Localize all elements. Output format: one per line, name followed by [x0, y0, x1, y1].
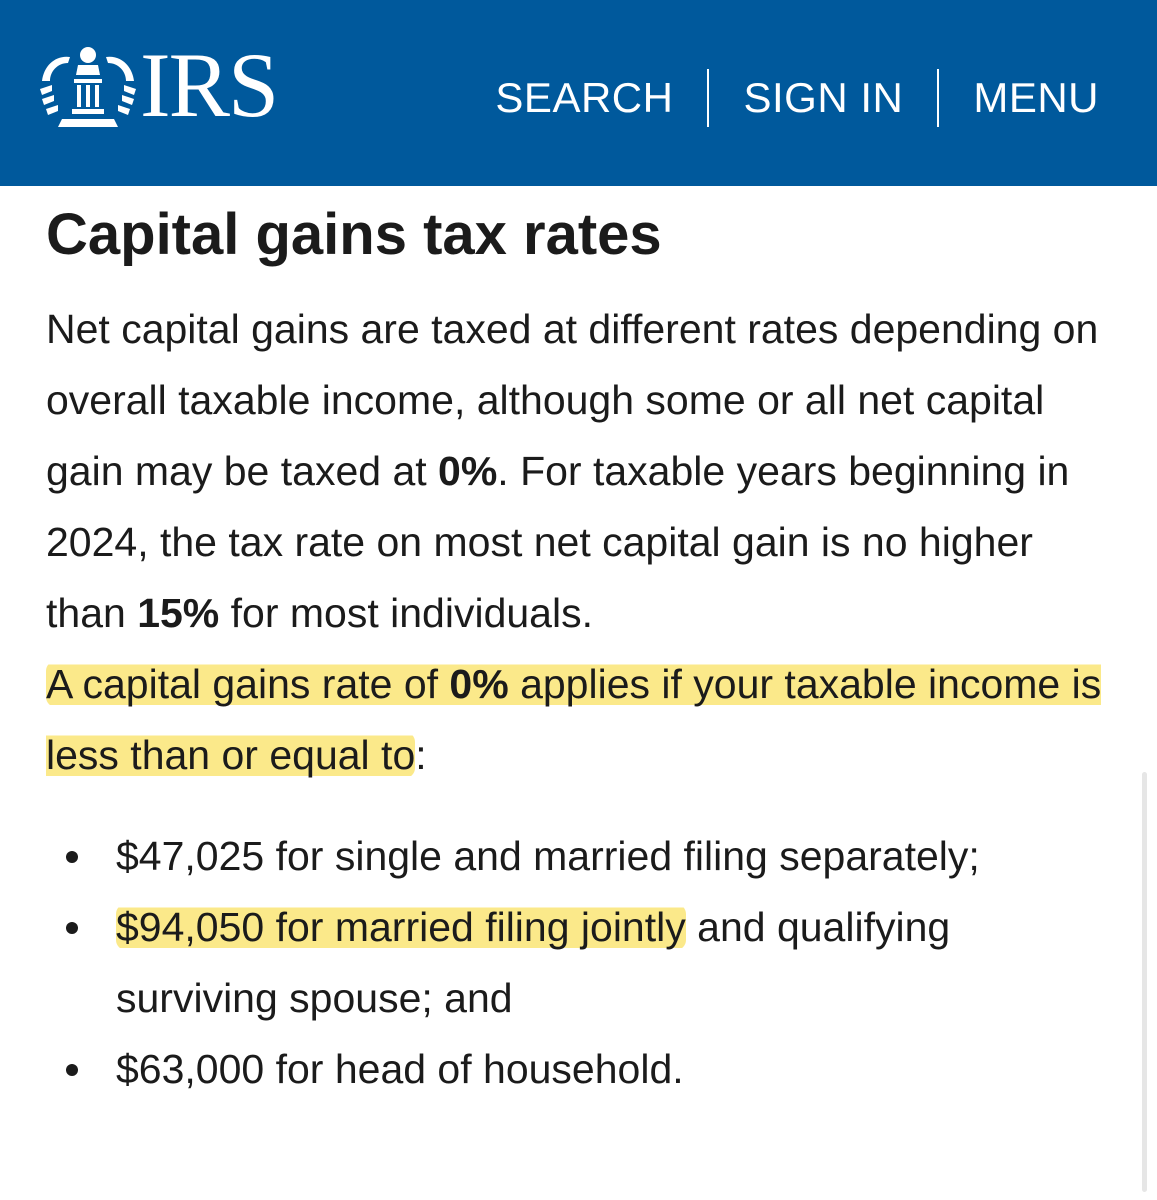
threshold-single: $47,025 for single and married filing separately;	[116, 833, 980, 879]
rate-zero-bold: 0%	[438, 448, 498, 494]
threshold-joint-highlighted: $94,050 for married filing jointly	[116, 904, 686, 950]
list-item	[116, 821, 1106, 892]
intro-text: . For taxable years beginning in 2024, the tax rate on most net capital gain is no higher than	[46, 448, 1070, 636]
zero-rate-paragraph	[46, 649, 1106, 791]
list-item	[116, 892, 1106, 1034]
page-title: Capital gains tax rates	[46, 202, 662, 267]
header-nav	[495, 68, 1099, 128]
zero-rate-text: A capital gains rate of	[46, 661, 450, 707]
search-link[interactable]: SEARCH	[495, 74, 674, 121]
irs-eagle-logo-icon	[38, 41, 138, 129]
intro-text: for most individuals.	[219, 590, 593, 636]
irs-logo-text: IRS	[140, 34, 278, 136]
nav-divider	[937, 69, 939, 127]
threshold-joint-rest: and qualifying surviving spouse; and	[116, 904, 951, 1021]
site-header	[0, 0, 1157, 186]
rate-fifteen-bold: 15%	[137, 590, 220, 636]
irs-logo[interactable]	[38, 34, 278, 136]
intro-paragraph	[46, 294, 1106, 649]
rate-zero-bold: 0%	[449, 661, 509, 707]
zero-rate-text: applies if your taxable income is less than or equal to	[46, 661, 1102, 778]
zero-rate-colon: :	[415, 732, 427, 778]
scrollbar[interactable]	[1142, 772, 1147, 1192]
main-content	[46, 190, 1106, 1105]
menu-link[interactable]: MENU	[973, 74, 1099, 121]
nav-divider	[707, 69, 709, 127]
threshold-list	[46, 821, 1106, 1105]
sign-in-link[interactable]: SIGN IN	[743, 74, 904, 121]
threshold-head-of-household: $63,000 for head of household.	[116, 1046, 684, 1092]
list-item	[116, 1034, 1106, 1105]
intro-text: Net capital gains are taxed at different rates depending on overall taxable income, although some or all net capital gain may be taxed at	[46, 306, 1099, 494]
highlighted-text	[46, 661, 1101, 778]
